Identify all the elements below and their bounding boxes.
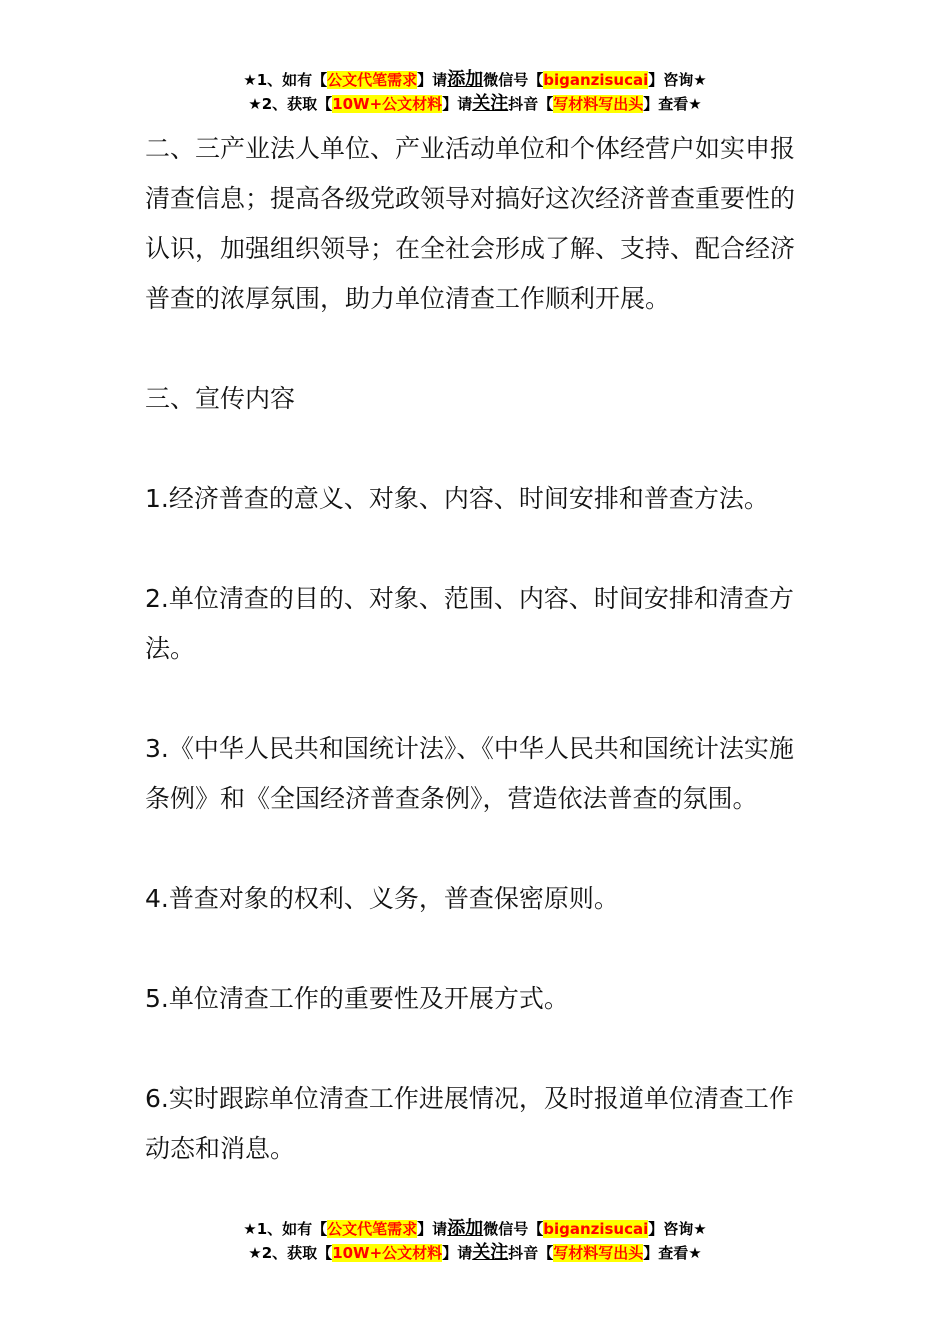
emphasis-add: 添加	[447, 69, 484, 90]
list-item: 3.《中华人民共和国统计法》、《中华人民共和国统计法实施条例》和《全国经济普查条例》，营造依法普查的氛围。	[145, 734, 794, 813]
emphasis-follow: 关注	[472, 1242, 509, 1263]
top-banner	[0, 68, 950, 116]
highlight-wechat-id: biganzisucai	[543, 71, 649, 89]
banner-line-2: ★2、获取【10W+公文材料】请关注抖音【写材料写出头】查看★	[248, 1242, 702, 1263]
banner-line-1: ★1、如有【公文代笔需求】请添加微信号【biganzisucai】咨询★	[243, 69, 707, 90]
section-heading: 三、宣传内容	[145, 384, 296, 413]
highlight-douyin: 写材料写出头	[553, 95, 644, 113]
list-item: 6.实时跟踪单位清查工作进展情况，及时报道单位清查工作动态和消息。	[145, 1084, 794, 1163]
highlight-douyin: 写材料写出头	[553, 1244, 644, 1262]
list-item: 2.单位清查的目的、对象、范围、内容、时间安排和清查方法。	[145, 584, 794, 663]
highlight-materials: 10W+公文材料	[332, 1244, 443, 1262]
banner-line-1: ★1、如有【公文代笔需求】请添加微信号【biganzisucai】咨询★	[243, 1218, 707, 1239]
emphasis-add: 添加	[447, 1218, 484, 1239]
highlight-wechat-id: biganzisucai	[543, 1220, 649, 1238]
bottom-banner	[0, 1217, 950, 1265]
paragraph-purpose: 二、三产业法人单位、产业活动单位和个体经营户如实申报清查信息；提高各级党政领导对搞好这次经济普查重要性的认识，加强组织领导；在全社会形成了解、支持、配合经济普查的浓厚氛围，助力单位清查工作顺利开展。	[145, 134, 796, 313]
banner-line-2: ★2、获取【10W+公文材料】请关注抖音【写材料写出头】查看★	[248, 93, 702, 114]
list-item: 4.普查对象的权利、义务，普查保密原则。	[145, 884, 619, 913]
list-item: 1.经济普查的意义、对象、内容、时间安排和普查方法。	[145, 484, 769, 513]
emphasis-follow: 关注	[472, 93, 509, 114]
document-body	[145, 124, 810, 1174]
highlight-service: 公文代笔需求	[327, 71, 418, 89]
highlight-service: 公文代笔需求	[327, 1220, 418, 1238]
highlight-materials: 10W+公文材料	[332, 95, 443, 113]
list-item: 5.单位清查工作的重要性及开展方式。	[145, 984, 569, 1013]
